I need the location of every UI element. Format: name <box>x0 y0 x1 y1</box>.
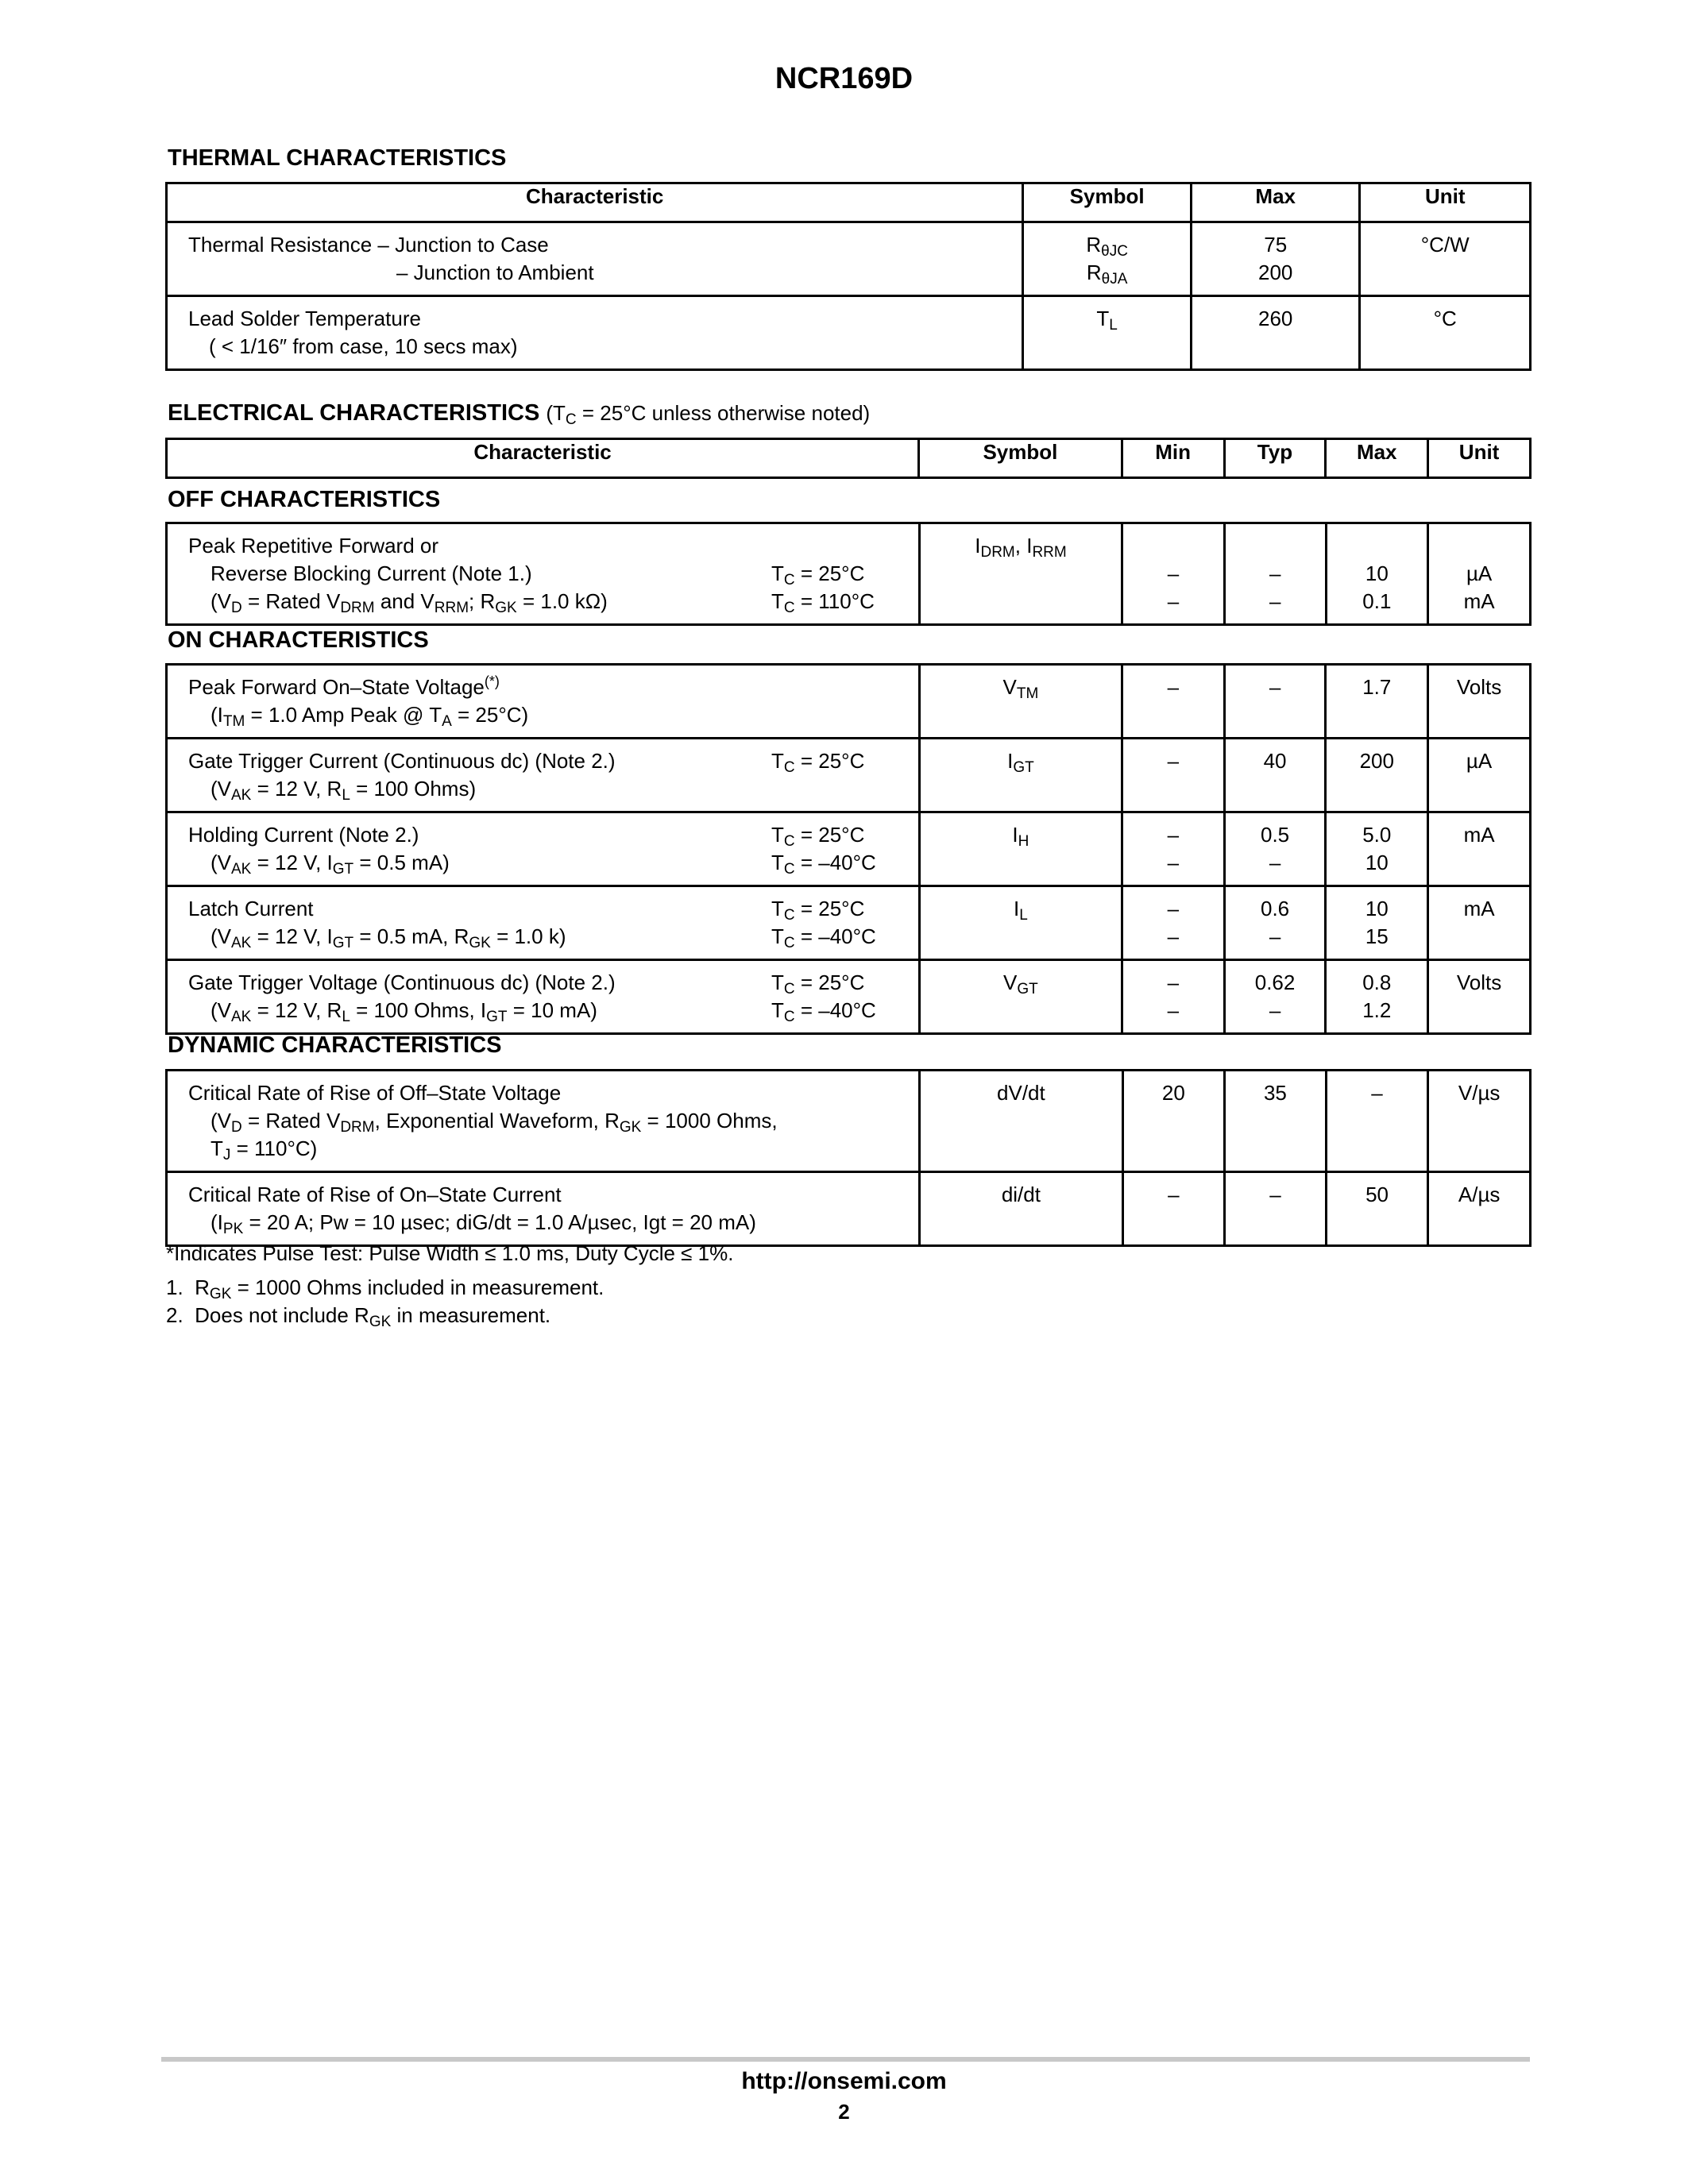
electrical-header-row <box>167 439 1531 478</box>
didt-unit: A/µs <box>1428 1172 1531 1246</box>
lead-solder-unit: °C <box>1360 296 1531 370</box>
vgt-max: 0.8 1.2 <box>1326 960 1428 1034</box>
igt-unit: µA <box>1428 739 1531 812</box>
off-characteristics-table <box>165 522 1532 626</box>
didt-max: 50 <box>1326 1172 1428 1246</box>
dvdt-unit: V/µs <box>1428 1071 1531 1172</box>
igt-symbol: $I_{GT}$ <box>919 739 1122 812</box>
thermal-resistance-symbol: $R_{\theta JC}$ $R_{\theta JA}$ <box>1023 222 1192 296</box>
on-characteristics-table <box>165 663 1532 1035</box>
didt-characteristic: Critical Rate of Rise of On–State Current ($I_{PK} = 20$ A; Pw = 10 µsec; diG/dt = 1.0 A/µsec, Igt = 20 mA) <box>167 1172 920 1246</box>
ih-unit: mA <box>1428 812 1531 886</box>
peak-repetitive-symbol: $I_{DRM}$, $I_{RRM}$ <box>919 523 1122 625</box>
page-title: NCR169D <box>774 62 914 95</box>
il-min: – – <box>1122 886 1225 960</box>
peak-repetitive-unit: µA mA <box>1428 523 1531 625</box>
vgt-unit: Volts <box>1428 960 1531 1034</box>
table-row <box>167 886 1531 960</box>
vgt-symbol: $V_{GT}$ <box>919 960 1122 1034</box>
electrical-section-title: ELECTRICAL CHARACTERISTICS ($T_C = 25^\circ C$ unless otherwise noted) <box>168 400 871 428</box>
dynamic-characteristics-table <box>165 1069 1532 1247</box>
peak-repetitive-typ: – – <box>1224 523 1326 625</box>
lead-solder-symbol: $T_L$ <box>1023 296 1192 370</box>
lead-solder-max: 260 <box>1191 296 1360 370</box>
footer-divider <box>161 2057 1530 2062</box>
footnote-2: 2. Does not include $R_{GK}$ in measurement. <box>166 1303 551 1330</box>
page-number: 2 <box>838 2100 850 2124</box>
dvdt-characteristic: Critical Rate of Rise of Off–State Voltage ($V_D$ = Rated $V_{DRM}$, Exponential Waveform, $R_{GK} = 1000$ Ohms, $T_J = 110^\circ C$) <box>167 1071 920 1172</box>
vtm-min: – <box>1122 665 1225 739</box>
thermal-resistance-unit: °C/W <box>1360 222 1531 296</box>
igt-max: 200 <box>1326 739 1428 812</box>
peak-repetitive-min: – – <box>1122 523 1225 625</box>
vtm-unit: Volts <box>1428 665 1531 739</box>
col-unit: Unit <box>1428 439 1531 478</box>
ih-min: – – <box>1122 812 1225 886</box>
table-row <box>167 1172 1531 1246</box>
col-symbol: Symbol <box>1023 183 1192 222</box>
col-unit: Unit <box>1360 183 1531 222</box>
didt-min: – <box>1122 1172 1225 1246</box>
igt-characteristic: Gate Trigger Current (Continuous dc) (Note 2.) $T_C = 25^\circ C$ ($V_{AK} = 12$ V, $R_L = 100$ Ohms) <box>167 739 920 812</box>
thermal-resistance-max: 75 200 <box>1191 222 1360 296</box>
vgt-typ: 0.62 – <box>1224 960 1326 1034</box>
thermal-section-title: THERMAL CHARACTERISTICS <box>168 145 507 171</box>
vtm-symbol: $V_{TM}$ <box>919 665 1122 739</box>
il-symbol: $I_L$ <box>919 886 1122 960</box>
table-row <box>167 523 1531 625</box>
dvdt-symbol: dV/dt <box>920 1071 1122 1172</box>
didt-typ: – <box>1225 1172 1327 1246</box>
ih-characteristic: Holding Current (Note 2.) $T_C = 25^\circ C$ ($V_{AK} = 12$ V, $I_{GT} = 0.5$ mA) $T_C = -40^\circ C$ <box>167 812 920 886</box>
dvdt-min: 20 <box>1122 1071 1225 1172</box>
off-characteristics-title: OFF CHARACTERISTICS <box>168 487 441 512</box>
table-row <box>167 296 1531 370</box>
il-unit: mA <box>1428 886 1531 960</box>
vgt-characteristic: Gate Trigger Voltage (Continuous dc) (Note 2.) $T_C = 25^\circ C$ ($V_{AK} = 12$ V, $R_L = 100$ Ohms, $I_{GT} = 10$ mA) $T_C = -40^\circ C$ <box>167 960 920 1034</box>
table-row <box>167 222 1531 296</box>
lead-solder-characteristic: Lead Solder Temperature ( < 1/16″ from case, 10 secs max) <box>167 296 1023 370</box>
il-characteristic: Latch Current $T_C = 25^\circ C$ ($V_{AK} = 12$ V, $I_{GT} = 0.5$ mA, $R_{GK} = 1.0$ k) $T_C = -40^\circ C$ <box>167 886 920 960</box>
thermal-resistance-characteristic: Thermal Resistance – Junction to Case – Junction to Ambient <box>167 222 1023 296</box>
ih-max: 5.0 10 <box>1326 812 1428 886</box>
table-row <box>167 1071 1531 1172</box>
peak-repetitive-max: 10 0.1 <box>1326 523 1428 625</box>
footnote-1: 1. $R_{GK} = 1000$ Ohms included in measurement. <box>166 1275 605 1302</box>
table-row <box>167 665 1531 739</box>
thermal-table <box>165 182 1532 371</box>
on-characteristics-title: ON CHARACTERISTICS <box>168 627 429 653</box>
il-typ: 0.6 – <box>1224 886 1326 960</box>
footer-url[interactable]: http://onsemi.com <box>741 2068 947 2094</box>
electrical-header-table <box>165 438 1532 479</box>
igt-min: – <box>1122 739 1225 812</box>
pulse-test-note: *Indicates Pulse Test: Pulse Width ≤ 1.0 ms, Duty Cycle ≤ 1%. <box>166 1241 734 1265</box>
didt-symbol: di/dt <box>920 1172 1122 1246</box>
ih-typ: 0.5 – <box>1224 812 1326 886</box>
col-max: Max <box>1191 183 1360 222</box>
dvdt-max: – <box>1326 1071 1428 1172</box>
table-row <box>167 739 1531 812</box>
col-typ: Typ <box>1224 439 1326 478</box>
table-row <box>167 960 1531 1034</box>
vtm-characteristic: Peak Forward On–State Voltage(*) ($I_{TM} = 1.0$ Amp Peak @ $T_A = 25^\circ C$) <box>167 665 920 739</box>
table-row <box>167 812 1531 886</box>
igt-typ: 40 <box>1224 739 1326 812</box>
col-characteristic: Characteristic <box>167 439 919 478</box>
col-max: Max <box>1326 439 1428 478</box>
peak-repetitive-characteristic: Peak Repetitive Forward or Reverse Blocking Current (Note 1.) $T_C = 25^\circ C$ ($V_D$ = Rated $V_{DRM}$ and $V_{RRM}$; $R_{GK} = 1.0$ kΩ) $T_C = 110^\circ C$ <box>167 523 920 625</box>
vtm-max: 1.7 <box>1326 665 1428 739</box>
col-min: Min <box>1122 439 1224 478</box>
vgt-min: – – <box>1122 960 1225 1034</box>
dvdt-typ: 35 <box>1225 1071 1327 1172</box>
vtm-typ: – <box>1224 665 1326 739</box>
col-symbol: Symbol <box>919 439 1122 478</box>
thermal-header-row <box>167 183 1531 222</box>
col-characteristic: Characteristic <box>167 183 1023 222</box>
il-max: 10 15 <box>1326 886 1428 960</box>
ih-symbol: $I_H$ <box>919 812 1122 886</box>
dynamic-characteristics-title: DYNAMIC CHARACTERISTICS <box>168 1032 502 1058</box>
